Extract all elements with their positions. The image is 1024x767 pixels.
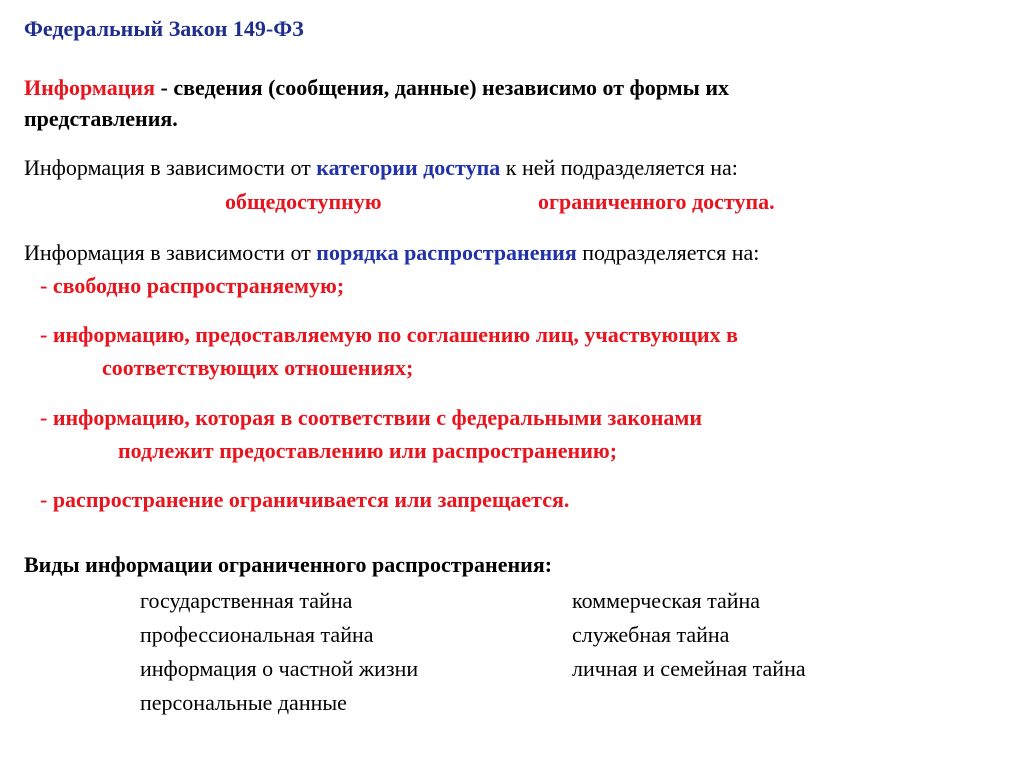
access-intro bbox=[24, 155, 738, 181]
restricted-type-state-secret: государственная тайна bbox=[140, 588, 353, 613]
restricted-type-personal-family-secret: личная и семейная тайна bbox=[572, 656, 806, 681]
restricted-type-personal-data: персональные данные bbox=[140, 690, 347, 715]
distribution-suffix: подразделяется на: bbox=[576, 240, 760, 265]
access-type-restricted: ограниченного доступа. bbox=[538, 189, 775, 214]
restricted-type-commercial-secret: коммерческая тайна bbox=[572, 588, 761, 613]
distribution-item-agreement: - информацию, предоставляемую по соглашению лиц, участвующих в bbox=[40, 322, 738, 347]
restricted-type-service-secret: служебная тайна bbox=[572, 622, 730, 647]
distribution-item-federal-cont: подлежит предоставлению или распространению; bbox=[118, 438, 618, 463]
definition-text: - сведения (сообщения, данные) независимо от формы их bbox=[155, 75, 729, 100]
restricted-type-private-life: информация о частной жизни bbox=[140, 656, 419, 681]
page-title: Федеральный Закон 149-ФЗ bbox=[24, 16, 304, 41]
definition-term: Информация bbox=[24, 75, 156, 100]
distribution-item-agreement-cont: соответствующих отношениях; bbox=[102, 355, 414, 380]
definition-line-2: представления. bbox=[24, 106, 178, 131]
definition-line-1 bbox=[24, 75, 729, 101]
restricted-type-professional-secret: профессиональная тайна bbox=[140, 622, 374, 647]
distribution-prefix: Информация в зависимости от bbox=[24, 240, 317, 265]
access-highlight: категории доступа bbox=[316, 155, 501, 180]
distribution-item-federal: - информацию, которая в соответствии с федеральными законами bbox=[40, 405, 703, 430]
access-suffix: к ней подразделяется на: bbox=[500, 155, 738, 180]
distribution-highlight: порядка распространения bbox=[316, 240, 577, 265]
access-type-public: общедоступную bbox=[225, 189, 382, 214]
distribution-intro bbox=[24, 240, 759, 266]
distribution-item-free: - свободно распространяемую; bbox=[40, 273, 345, 298]
distribution-item-restricted: - распространение ограничивается или запрещается. bbox=[40, 487, 570, 512]
restricted-heading: Виды информации ограниченного распространения: bbox=[24, 552, 553, 577]
access-prefix: Информация в зависимости от bbox=[24, 155, 317, 180]
